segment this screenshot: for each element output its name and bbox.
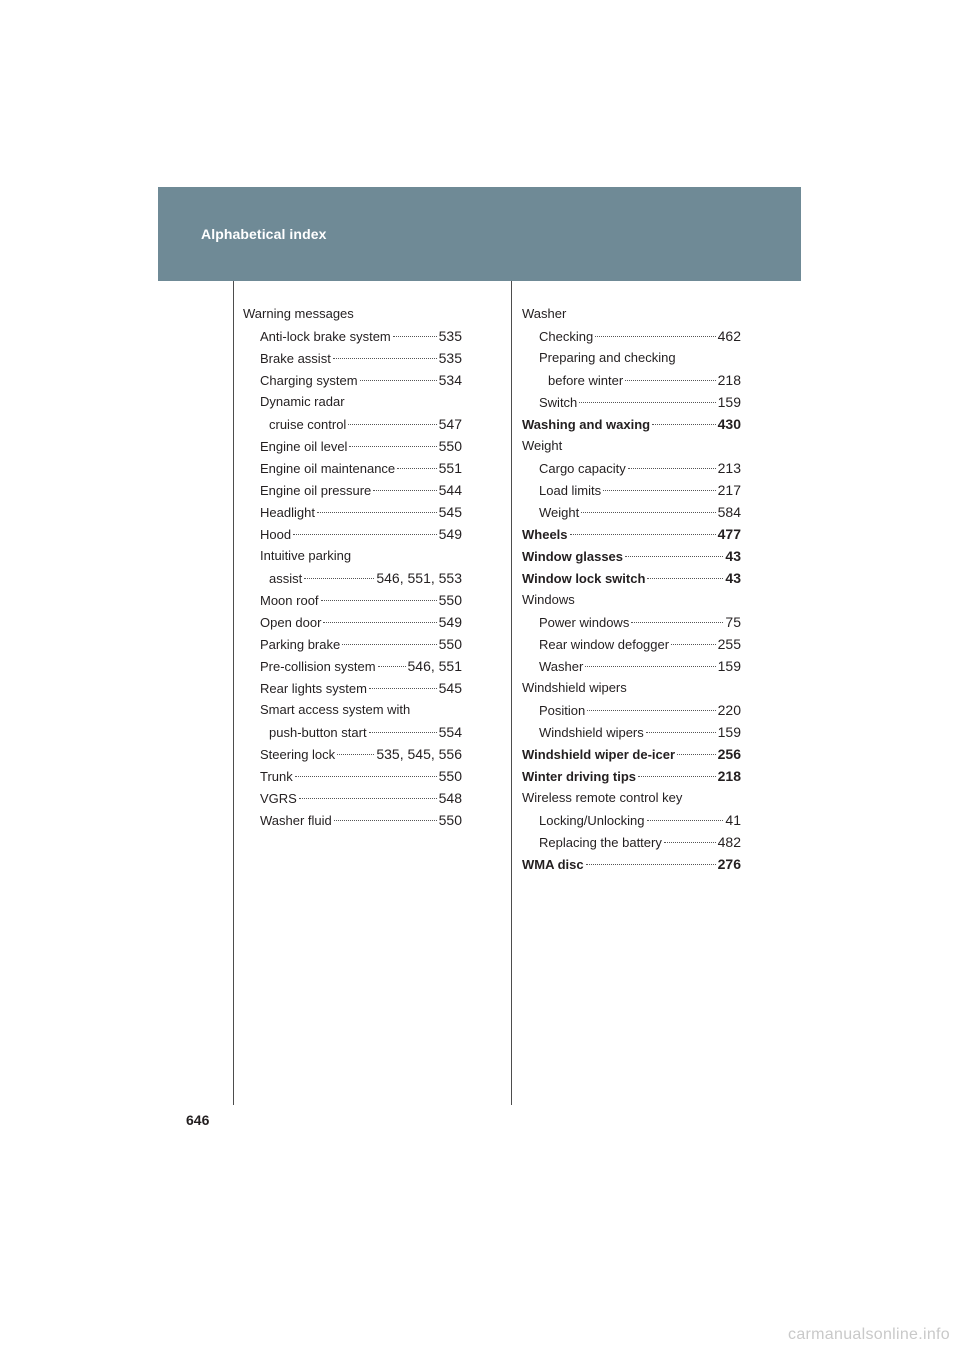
dot-leader xyxy=(348,424,436,425)
index-entry xyxy=(243,413,462,435)
index-entry-term: Power windows xyxy=(539,615,630,630)
index-entry-term: Dynamic radar xyxy=(260,394,345,409)
index-entry xyxy=(522,721,741,743)
index-entry-term: Intuitive parking xyxy=(260,548,352,563)
index-entry-page: 256 xyxy=(717,746,741,762)
index-entry xyxy=(243,589,462,611)
index-entry xyxy=(522,523,741,545)
dot-leader xyxy=(342,644,436,645)
dot-leader xyxy=(323,622,436,623)
index-entry-leader xyxy=(260,501,462,524)
dot-leader xyxy=(393,336,437,337)
index-entry xyxy=(522,347,741,369)
index-entry-term: Checking xyxy=(539,329,594,344)
dot-leader xyxy=(586,864,716,865)
page-number: 646 xyxy=(186,1112,210,1128)
index-entry-term: Load limits xyxy=(539,483,602,498)
index-entry-leader xyxy=(260,743,462,766)
dot-leader xyxy=(360,380,437,381)
index-entry-page: 159 xyxy=(717,724,741,740)
index-entry-page: 75 xyxy=(725,614,741,630)
index-entry xyxy=(243,655,462,677)
index-entry xyxy=(243,435,462,457)
center-column-rule xyxy=(511,281,512,1105)
index-entry-page: 535, 545, 556 xyxy=(376,746,462,762)
page-header xyxy=(158,187,801,281)
index-entry-leader xyxy=(260,479,462,502)
index-entry-term: Engine oil maintenance xyxy=(260,461,396,476)
index-entry xyxy=(522,369,741,391)
index-entry xyxy=(243,479,462,501)
index-entry xyxy=(522,853,741,875)
dot-leader xyxy=(625,556,723,557)
dot-leader xyxy=(579,402,715,403)
index-entry-term: Smart access system with xyxy=(260,702,411,717)
dot-leader xyxy=(671,644,716,645)
index-entry xyxy=(243,787,462,809)
index-entry-leader xyxy=(522,545,741,568)
index-entry xyxy=(243,677,462,699)
index-entry-term: Warning messages xyxy=(243,306,354,321)
index-entry-leader xyxy=(269,567,462,590)
index-entry-page: 535 xyxy=(438,350,462,366)
index-entry xyxy=(522,589,741,611)
index-entry-page: 213 xyxy=(717,460,741,476)
index-entry xyxy=(243,325,462,347)
index-entry-term: Windows xyxy=(522,592,575,607)
index-entry-page: 276 xyxy=(717,856,741,872)
index-entry-page: 550 xyxy=(438,592,462,608)
index-entry-leader xyxy=(522,743,741,766)
index-entry-term: Headlight xyxy=(260,505,315,520)
index-entry-leader xyxy=(260,809,462,832)
dot-leader xyxy=(378,666,406,667)
index-entry-leader xyxy=(260,325,462,348)
index-entry-term: Wireless remote control key xyxy=(522,790,683,805)
index-entry-page: 462 xyxy=(717,328,741,344)
index-entry-page: 547 xyxy=(438,416,462,432)
index-entry xyxy=(243,567,462,589)
index-entry-leader xyxy=(539,655,741,678)
index-entry-leader xyxy=(539,611,741,634)
index-entry-leader xyxy=(260,523,462,546)
index-entry-leader xyxy=(522,413,741,436)
index-entry-term: Rear window defogger xyxy=(539,637,670,652)
dot-leader xyxy=(595,336,715,337)
index-entry-page: 549 xyxy=(438,614,462,630)
index-entry-page: 159 xyxy=(717,394,741,410)
index-entry-leader xyxy=(522,567,741,590)
index-entry-page: 41 xyxy=(725,812,741,828)
dot-leader xyxy=(631,622,723,623)
index-entry-term: Replacing the battery xyxy=(539,835,662,850)
index-entry-term: Position xyxy=(539,703,586,718)
index-entry xyxy=(522,809,741,831)
index-entry xyxy=(522,743,741,765)
index-entry-page: 550 xyxy=(438,636,462,652)
index-entry-leader xyxy=(260,435,462,458)
dot-leader xyxy=(587,710,715,711)
index-entry-term: Washer xyxy=(539,659,584,674)
index-entry-term: Open door xyxy=(260,615,322,630)
index-entry-page: 554 xyxy=(438,724,462,740)
index-entry xyxy=(522,501,741,523)
index-entry xyxy=(243,721,462,743)
index-entry xyxy=(522,391,741,413)
dot-leader xyxy=(337,754,374,755)
index-entry-term: Charging system xyxy=(260,373,358,388)
dot-leader xyxy=(646,732,716,733)
index-entry xyxy=(522,677,741,699)
index-entry-leader xyxy=(260,633,462,656)
index-entry xyxy=(243,369,462,391)
index-entry xyxy=(522,457,741,479)
index-entry xyxy=(522,479,741,501)
dot-leader xyxy=(397,468,436,469)
index-entry-leader xyxy=(539,633,741,656)
index-entry-term: before winter xyxy=(548,373,624,388)
index-entry-leader xyxy=(260,369,462,392)
dot-leader xyxy=(638,776,716,777)
dot-leader xyxy=(304,578,374,579)
index-entry-page: 43 xyxy=(725,548,741,564)
index-entry-leader xyxy=(260,677,462,700)
index-entry xyxy=(243,699,462,721)
index-entry xyxy=(522,545,741,567)
index-entry-page: 545 xyxy=(438,680,462,696)
index-entry-term: Switch xyxy=(539,395,578,410)
index-entry-term: Washer fluid xyxy=(260,813,332,828)
index-entry-term: VGRS xyxy=(260,791,297,806)
index-entry-term: Trunk xyxy=(260,769,293,784)
index-column-left xyxy=(243,303,462,831)
index-entry-page: 551 xyxy=(438,460,462,476)
index-entry xyxy=(243,743,462,765)
index-entry-leader xyxy=(539,831,741,854)
dot-leader xyxy=(625,380,715,381)
index-entry-term: Weight xyxy=(522,438,563,453)
index-entry-page: 545 xyxy=(438,504,462,520)
index-entry-term: Pre-collision system xyxy=(260,659,376,674)
index-entry-leader xyxy=(539,699,741,722)
index-entry-page: 482 xyxy=(717,834,741,850)
index-entry-term: Weight xyxy=(539,505,580,520)
index-entry-term: Washing and waxing xyxy=(522,417,651,432)
index-entry-page: 534 xyxy=(438,372,462,388)
index-entry-term: Wheels xyxy=(522,527,568,542)
dot-leader xyxy=(652,424,716,425)
index-entry-leader xyxy=(260,611,462,634)
index-entry xyxy=(243,501,462,523)
index-entry xyxy=(243,611,462,633)
dot-leader xyxy=(581,512,715,513)
index-entry-page: 220 xyxy=(717,702,741,718)
index-entry-page: 430 xyxy=(717,416,741,432)
index-entry-term: Window lock switch xyxy=(522,571,646,586)
dot-leader xyxy=(664,842,716,843)
index-entry-leader xyxy=(539,501,741,524)
index-entry-term: Steering lock xyxy=(260,747,336,762)
index-entry-leader xyxy=(522,765,741,788)
watermark: carmanualsonline.info xyxy=(788,1326,950,1343)
index-entry xyxy=(522,303,741,325)
index-entry-term: Locking/Unlocking xyxy=(539,813,645,828)
dot-leader xyxy=(369,732,437,733)
index-entry-leader xyxy=(539,479,741,502)
dot-leader xyxy=(317,512,437,513)
index-column-right xyxy=(522,303,741,875)
index-entry-page: 255 xyxy=(717,636,741,652)
dot-leader xyxy=(334,820,437,821)
index-entry xyxy=(243,347,462,369)
dot-leader xyxy=(349,446,436,447)
dot-leader xyxy=(369,688,437,689)
index-entry-leader xyxy=(269,413,462,436)
index-entry-term: Brake assist xyxy=(260,351,331,366)
index-entry-term: Moon roof xyxy=(260,593,319,608)
index-entry xyxy=(522,787,741,809)
index-entry xyxy=(522,765,741,787)
index-entry-term: Windshield wipers xyxy=(539,725,644,740)
index-entry-term: Washer xyxy=(522,306,567,321)
index-entry-leader xyxy=(269,721,462,744)
index-entry-page: 549 xyxy=(438,526,462,542)
index-entry-leader xyxy=(539,809,741,832)
dot-leader xyxy=(293,534,437,535)
index-entry-term: cruise control xyxy=(269,417,347,432)
index-entry-term: Cargo capacity xyxy=(539,461,626,476)
index-entry xyxy=(243,303,462,325)
index-entry xyxy=(243,809,462,831)
index-entry-term: assist xyxy=(269,571,303,586)
header-title: Alphabetical index xyxy=(201,226,327,242)
dot-leader xyxy=(321,600,437,601)
index-entry xyxy=(243,391,462,413)
index-entry xyxy=(522,413,741,435)
index-entry-page: 535 xyxy=(438,328,462,344)
index-entry-leader xyxy=(539,391,741,414)
index-entry xyxy=(522,633,741,655)
index-entry xyxy=(522,831,741,853)
index-entry-term: Engine oil pressure xyxy=(260,483,372,498)
index-entry-page: 546, 551, 553 xyxy=(376,570,462,586)
dot-leader xyxy=(647,820,724,821)
index-entry-page: 550 xyxy=(438,438,462,454)
dot-leader xyxy=(295,776,437,777)
index-entry xyxy=(522,325,741,347)
index-entry-leader xyxy=(260,787,462,810)
index-entry xyxy=(522,699,741,721)
dot-leader xyxy=(647,578,723,579)
dot-leader xyxy=(570,534,716,535)
index-entry-page: 477 xyxy=(717,526,741,542)
index-entry-page: 218 xyxy=(717,768,741,784)
index-entry-leader xyxy=(260,589,462,612)
index-entry-leader xyxy=(539,721,741,744)
dot-leader xyxy=(628,468,716,469)
index-entry-leader xyxy=(539,457,741,480)
index-entry xyxy=(243,545,462,567)
index-entry-term: Winter driving tips xyxy=(522,769,636,784)
index-entry xyxy=(522,435,741,457)
index-entry-term: Anti-lock brake system xyxy=(260,329,391,344)
dot-leader xyxy=(373,490,436,491)
index-entry-term: Preparing and checking xyxy=(539,350,676,365)
index-entry-page: 550 xyxy=(438,768,462,784)
index-entry-term: push-button start xyxy=(269,725,367,740)
index-entry xyxy=(522,611,741,633)
index-entry-term: Engine oil level xyxy=(260,439,348,454)
dot-leader xyxy=(677,754,716,755)
index-entry xyxy=(243,633,462,655)
index-entry-term: Rear lights system xyxy=(260,681,367,696)
dot-leader xyxy=(585,666,715,667)
dot-leader xyxy=(333,358,437,359)
index-entry-term: Windshield wiper de-icer xyxy=(522,747,676,762)
index-entry-leader xyxy=(548,369,741,392)
index-entry xyxy=(243,523,462,545)
index-entry-page: 217 xyxy=(717,482,741,498)
index-entry-term: Window glasses xyxy=(522,549,624,564)
dot-leader xyxy=(603,490,716,491)
index-entry-leader xyxy=(522,853,741,876)
index-entry-leader xyxy=(260,655,462,678)
index-entry-page: 584 xyxy=(717,504,741,520)
index-entry xyxy=(522,655,741,677)
index-entry-page: 218 xyxy=(717,372,741,388)
index-entry-term: WMA disc xyxy=(522,857,584,872)
index-entry-leader xyxy=(260,347,462,370)
index-entry-page: 43 xyxy=(725,570,741,586)
index-entry-term: Hood xyxy=(260,527,292,542)
index-entry-leader xyxy=(260,765,462,788)
dot-leader xyxy=(299,798,437,799)
index-entry xyxy=(522,567,741,589)
index-entry xyxy=(243,765,462,787)
index-entry-leader xyxy=(260,457,462,480)
index-entry-term: Windshield wipers xyxy=(522,680,627,695)
index-entry-page: 548 xyxy=(438,790,462,806)
left-column-rule xyxy=(233,281,234,1105)
index-entry-page: 159 xyxy=(717,658,741,674)
index-entry-leader xyxy=(522,523,741,546)
index-entry-page: 550 xyxy=(438,812,462,828)
index-entry-leader xyxy=(539,325,741,348)
index-entry-page: 544 xyxy=(438,482,462,498)
index-entry xyxy=(243,457,462,479)
index-entry-page: 546, 551 xyxy=(407,658,462,674)
index-entry-term: Parking brake xyxy=(260,637,341,652)
